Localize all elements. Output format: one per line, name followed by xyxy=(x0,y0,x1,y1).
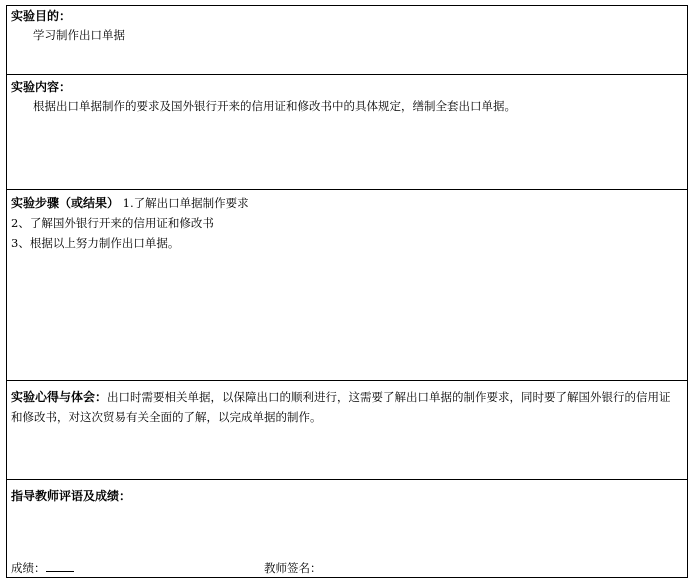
reflection-text: 出口时需要相关单据，以保障出口的顺利进行，这需要了解出口单据的制作要求，同时要了解国外银行的信用证和修改书，对这次贸易有关全面的了解，以完成单据的制作。 xyxy=(11,390,671,424)
score-field xyxy=(11,560,74,576)
step-3: 3、根据以上努力制作出口单据。 xyxy=(11,236,180,250)
score-label: 成绩： xyxy=(11,561,46,575)
steps-line-1 xyxy=(11,195,249,211)
reflection-heading: 实验心得与体会： xyxy=(11,390,108,404)
section-steps xyxy=(7,190,687,381)
steps-heading: 实验步骤（或结果） xyxy=(11,196,120,210)
signature-label: 教师签名： xyxy=(264,561,322,575)
step-1: 1.了解出口单据制作要求 xyxy=(122,196,249,210)
purpose-text: 学习制作出口单据 xyxy=(33,28,125,42)
content-heading: 实验内容： xyxy=(11,80,72,94)
score-blank[interactable] xyxy=(46,560,74,572)
section-reflection xyxy=(7,381,687,480)
section-evaluation xyxy=(7,480,687,577)
evaluation-heading: 指导教师评语及成绩： xyxy=(11,489,132,503)
purpose-heading: 实验目的： xyxy=(11,9,72,23)
experiment-report-form xyxy=(6,5,688,578)
content-text: 根据出口单据制作的要求及国外银行开来的信用证和修改书中的具体规定，缮制全套出口单据。 xyxy=(33,99,516,113)
step-2: 2、了解国外银行开来的信用证和修改书 xyxy=(11,216,214,230)
reflection-paragraph xyxy=(11,387,681,427)
section-content xyxy=(7,75,687,190)
section-purpose xyxy=(7,6,687,75)
